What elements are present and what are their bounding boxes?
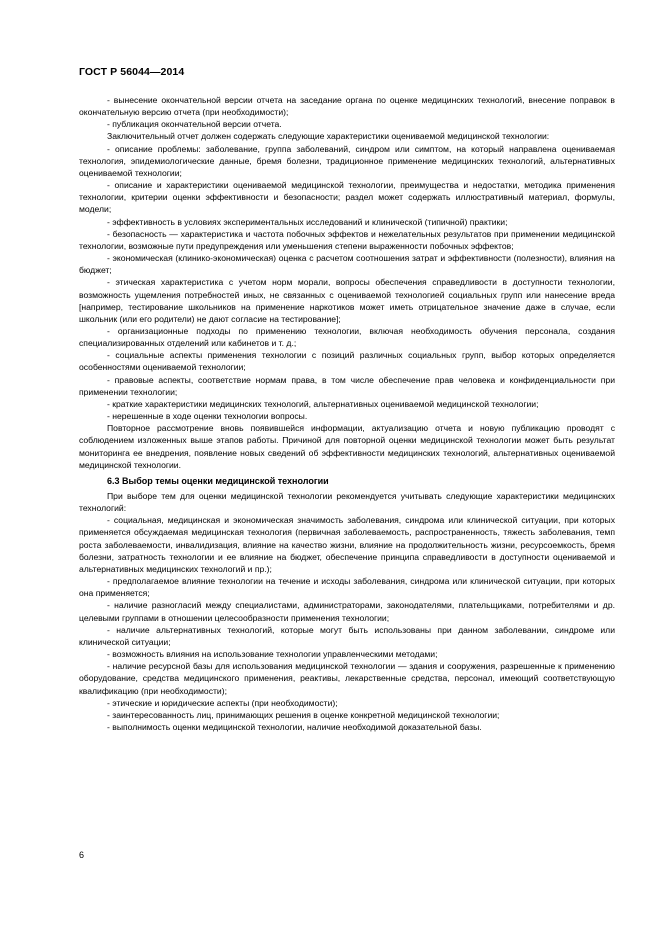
paragraph: - наличие ресурсной базы для использования медицинской технологии — здания и сооружения, разрешенные к применению оборудование, средства медицинского применения, реактивы, лекарственные средства, персонал, имеющий соответствующую квалификацию (при необходимости); [79,661,615,696]
document-body [79,94,615,733]
paragraph: - социальная, медицинская и экономическая значимость заболевания, синдрома или клинической ситуации, при которых применяется обсуждаемая медицинская технология (первичная заболеваемость, распространенность, тяжесть заболевания, темп роста заболеваемости, инвалидизация, влияние на качество жизни, влияние на продолжительность жизни, ресурсоемкость, бремя болезни, затратность технологии и ее влияние на бюджет, обеспечение принципа справедливости в доступности оцениваемой и альтернативных медицинских технологий и пр.); [79,515,615,574]
paragraph: - организационные подходы по применению технологии, включая необходимость обучения персонала, создания специализированных отделений или кабинетов и т. д.; [79,325,615,349]
section-heading: 6.3 Выбор темы оценки медицинской технологии [107,475,329,486]
paragraph: - правовые аспекты, соответствие нормам права, в том числе обеспечение прав человека и конфиденциальности при применении технологии; [79,374,615,397]
paragraph: Повторное рассмотрение вновь появившейся информации, актуализацию отчета и новую публикацию проводят с соблюдением изложенных выше этапов работы. Причиной для повторной оценки медицинской технологии может быть результат мониторинга ее внедрения, появление новых сведений об эффективности медицинских технологий, альтернативных оцениваемой медицинской технологии. [79,423,615,470]
paragraph: - публикация окончательной версии отчета. [107,119,282,130]
paragraph: - описание проблемы: заболевание, группа заболеваний, синдром или симптом, на который направлена оцениваемая технология, эпидемиологические данные, бремя болезни, традиционное применение медицинских технологий, альтернативных оцениваемой технологии; [79,143,615,178]
paragraph: - наличие альтернативных технологий, которые могут быть использованы при данном заболевании, синдроме или клинической ситуации; [79,624,615,647]
paragraph: - вынесение окончательной версии отчета на заседание органа по оценке медицинских технологий, внесение поправок в окончательную версию отчета (при необходимости); [79,95,615,118]
document-header: ГОСТ Р 56044—2014 [79,66,185,78]
paragraph: - краткие характеристики медицинских технологий, альтернативных оцениваемой медицинской технологии; [107,398,539,409]
paragraph: - нерешенные в ходе оценки технологии вопросы. [107,411,308,422]
report-requirements-block [79,94,615,471]
paragraph: - экономическая (клинико-экономическая) оценка с расчетом соотношения затрат и эффективности (полезности), влияния на бюджет; [79,253,615,276]
paragraph: - этическая характеристика с учетом норм морали, вопросы обеспечения справедливости в доступности технологии, возможность ущемления потребностей иных, не связанных с оцениваемой технологией социальных групп или нанесение вреда [например, тестирование школьников на применение наркотиков может иметь отрицательное значение даже в случае, если школьник (или его родители) не дают согласие на тестирование]; [79,277,615,324]
paragraph: - предполагаемое влияние технологии на течение и исходы заболевания, синдрома или клинической ситуации, при которых она применяется; [79,576,615,599]
paragraph: - описание и характеристики оцениваемой медицинской технологии, преимущества и недостатки, методика применения технологии, критерии оценки эффективности и безопасности; раздел может содержать иллюстративный материал, формулы, модели; [79,180,615,215]
page-number: 6 [79,850,85,860]
paragraph: - этические и юридические аспекты (при необходимости); [107,697,338,708]
topic-selection-block [79,490,615,733]
paragraph: - эффективность в условиях экспериментальных исследований и клинической (типичной) практики; [107,216,508,227]
paragraph: При выборе тем для оценки медицинской технологии рекомендуется учитывать следующие характеристики медицинских технологий: [79,491,615,514]
paragraph: - возможность влияния на использование технологии управленческими методами; [107,649,438,660]
paragraph: Заключительный отчет должен содержать следующие характеристики оцениваемой медицинской технологии: [107,131,550,142]
paragraph: - наличие разногласий между специалистами, администраторами, законодателями, плательщиками, потребителями и др. целевыми группами в отношении целесообразности применения технологии; [79,600,615,623]
paragraph: - социальные аспекты применения технологии с позиций различных социальных групп, выбор которых определяется особенностями оцениваемой технологии; [79,350,615,373]
paragraph: - выполнимость оценки медицинской технологии, наличие необходимой доказательной базы. [107,721,482,732]
paragraph: - заинтересованность лиц, принимающих решения в оценке конкретной медицинской технологии; [107,709,500,720]
paragraph: - безопасность — характеристика и частота побочных эффектов и нежелательных результатов при применении медицинской технологии, возможные пути предупреждения или уменьшения степени выраженности побочных эффектов; [79,228,615,251]
